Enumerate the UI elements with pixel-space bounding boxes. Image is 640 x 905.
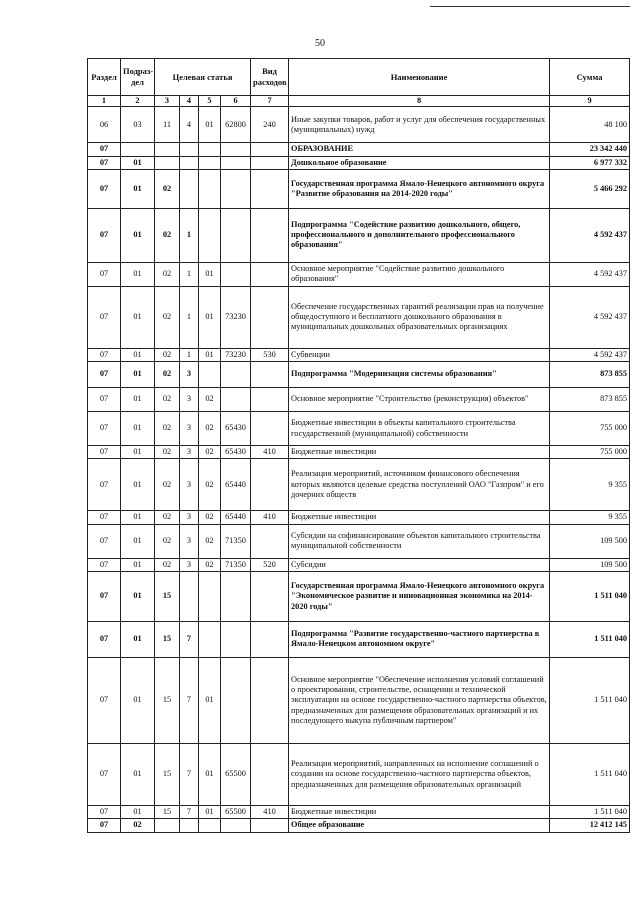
table-row — [88, 743, 630, 805]
subprogram-code-cell: 3 — [180, 511, 199, 524]
razdel-cell: 06 — [88, 107, 121, 143]
podrazdel-cell: 01 — [121, 558, 155, 571]
header-summa: Сумма — [550, 59, 630, 96]
sum-cell: 6 977 332 — [550, 156, 630, 169]
razdel-cell: 07 — [88, 388, 121, 412]
subprogram-code-cell: 1 — [180, 286, 199, 348]
expense-type-cell: 520 — [251, 558, 289, 571]
podrazdel-cell: 01 — [121, 571, 155, 621]
table-row — [88, 805, 630, 818]
expense-type-cell: 530 — [251, 348, 289, 361]
razdel-cell: 07 — [88, 819, 121, 832]
event-code-cell: 01 — [199, 743, 221, 805]
podrazdel-cell: 01 — [121, 524, 155, 558]
col-num: 6 — [221, 96, 251, 107]
subprogram-code-cell: 7 — [180, 805, 199, 818]
podrazdel-cell: 01 — [121, 362, 155, 388]
header-row — [88, 59, 630, 96]
sum-cell: 23 342 440 — [550, 143, 630, 156]
subprogram-code-cell: 3 — [180, 412, 199, 446]
expense-type-cell — [251, 388, 289, 412]
table-row — [88, 143, 630, 156]
podrazdel-cell: 01 — [121, 743, 155, 805]
direction-code-cell — [221, 208, 251, 262]
program-code-cell — [155, 819, 180, 832]
razdel-cell: 07 — [88, 558, 121, 571]
program-code-cell: 02 — [155, 388, 180, 412]
direction-code-cell: 65440 — [221, 511, 251, 524]
table-row — [88, 511, 630, 524]
name-cell: Основное мероприятие "Обеспечение исполнения условий соглашений о проектировании, строительстве, оснащении и технической эксплуатации на основе государственно-частного партнерства объектов, предназначенных для размещения образовательных организаций и их последующего выкупа публичным партнером" — [289, 657, 550, 743]
direction-code-cell: 65500 — [221, 743, 251, 805]
program-code-cell: 15 — [155, 621, 180, 657]
top-rule — [430, 6, 630, 7]
podrazdel-cell: 01 — [121, 805, 155, 818]
podrazdel-cell: 01 — [121, 348, 155, 361]
razdel-cell: 07 — [88, 348, 121, 361]
table-row — [88, 571, 630, 621]
event-code-cell: 01 — [199, 286, 221, 348]
event-code-cell: 01 — [199, 805, 221, 818]
event-code-cell: 02 — [199, 388, 221, 412]
table-row — [88, 348, 630, 361]
expense-type-cell — [251, 362, 289, 388]
expense-type-cell — [251, 571, 289, 621]
sum-cell: 1 511 040 — [550, 571, 630, 621]
program-code-cell: 02 — [155, 511, 180, 524]
table-row — [88, 412, 630, 446]
name-cell: Бюджетные инвестиции в объекты капитального строительства государственной (муниципальной) собственности — [289, 412, 550, 446]
direction-code-cell: 62800 — [221, 107, 251, 143]
expense-type-cell: 240 — [251, 107, 289, 143]
subprogram-code-cell: 1 — [180, 348, 199, 361]
event-code-cell: 02 — [199, 412, 221, 446]
subprogram-code-cell — [180, 143, 199, 156]
podrazdel-cell: 01 — [121, 286, 155, 348]
header-razdel: Раздел — [88, 59, 121, 96]
razdel-cell: 07 — [88, 511, 121, 524]
col-num: 9 — [550, 96, 630, 107]
col-num: 4 — [180, 96, 199, 107]
name-cell: Реализация мероприятий, источником финансового обеспечения которых являются целевые средства поступлений ОАО "Газпром" и его дочерних обществ — [289, 459, 550, 511]
table-row — [88, 169, 630, 208]
razdel-cell: 07 — [88, 156, 121, 169]
razdel-cell: 07 — [88, 262, 121, 286]
program-code-cell: 02 — [155, 262, 180, 286]
sum-cell: 1 511 040 — [550, 805, 630, 818]
table-row — [88, 657, 630, 743]
name-cell: ОБРАЗОВАНИЕ — [289, 143, 550, 156]
table-row — [88, 524, 630, 558]
name-cell: Общее образование — [289, 819, 550, 832]
name-cell: Бюджетные инвестиции — [289, 446, 550, 459]
program-code-cell: 11 — [155, 107, 180, 143]
podrazdel-cell: 01 — [121, 156, 155, 169]
podrazdel-cell: 01 — [121, 446, 155, 459]
col-num: 3 — [155, 96, 180, 107]
program-code-cell: 02 — [155, 208, 180, 262]
subprogram-code-cell: 3 — [180, 524, 199, 558]
sum-cell: 9 355 — [550, 459, 630, 511]
header-naimenovanie: Наименование — [289, 59, 550, 96]
sum-cell: 4 592 437 — [550, 208, 630, 262]
event-code-cell: 02 — [199, 524, 221, 558]
expense-type-cell — [251, 743, 289, 805]
table-row — [88, 362, 630, 388]
col-num: 5 — [199, 96, 221, 107]
event-code-cell — [199, 571, 221, 621]
subprogram-code-cell: 7 — [180, 621, 199, 657]
razdel-cell: 07 — [88, 524, 121, 558]
name-cell: Подпрограмма "Модернизация системы образования" — [289, 362, 550, 388]
expense-type-cell: 410 — [251, 805, 289, 818]
sum-cell: 1 511 040 — [550, 621, 630, 657]
column-number-row — [88, 96, 630, 107]
podrazdel-cell: 01 — [121, 169, 155, 208]
program-code-cell: 15 — [155, 571, 180, 621]
budget-table — [87, 58, 630, 833]
razdel-cell: 07 — [88, 657, 121, 743]
name-cell: Бюджетные инвестиции — [289, 805, 550, 818]
direction-code-cell — [221, 571, 251, 621]
direction-code-cell: 65440 — [221, 459, 251, 511]
table-row — [88, 388, 630, 412]
subprogram-code-cell: 3 — [180, 362, 199, 388]
direction-code-cell: 65430 — [221, 446, 251, 459]
name-cell: Обеспечение государственных гарантий реализации прав на получение общедоступного и бесплатного дошкольного образования в муниципальных дошкольных образовательных организациях — [289, 286, 550, 348]
table-row — [88, 558, 630, 571]
subprogram-code-cell: 3 — [180, 446, 199, 459]
expense-type-cell — [251, 156, 289, 169]
program-code-cell: 02 — [155, 524, 180, 558]
program-code-cell: 02 — [155, 286, 180, 348]
col-num: 1 — [88, 96, 121, 107]
direction-code-cell — [221, 388, 251, 412]
expense-type-cell — [251, 412, 289, 446]
sum-cell: 109 500 — [550, 524, 630, 558]
expense-type-cell — [251, 208, 289, 262]
name-cell: Государственная программа Ямало-Ненецкого автономного округа "Экономическое развитие и инновационная экономика на 2014-2020 годы" — [289, 571, 550, 621]
table-row — [88, 262, 630, 286]
subprogram-code-cell — [180, 819, 199, 832]
razdel-cell: 07 — [88, 743, 121, 805]
podrazdel-cell: 01 — [121, 511, 155, 524]
expense-type-cell — [251, 819, 289, 832]
program-code-cell — [155, 143, 180, 156]
event-code-cell — [199, 169, 221, 208]
table-row — [88, 446, 630, 459]
razdel-cell: 07 — [88, 286, 121, 348]
sum-cell: 4 592 437 — [550, 348, 630, 361]
razdel-cell: 07 — [88, 571, 121, 621]
program-code-cell: 02 — [155, 348, 180, 361]
direction-code-cell — [221, 169, 251, 208]
program-code-cell: 02 — [155, 412, 180, 446]
sum-cell: 873 855 — [550, 362, 630, 388]
sum-cell: 4 592 437 — [550, 286, 630, 348]
table-row — [88, 819, 630, 832]
sum-cell: 5 466 292 — [550, 169, 630, 208]
program-code-cell — [155, 156, 180, 169]
header-podrazdel: Подраз- дел — [121, 59, 155, 96]
name-cell: Бюджетные инвестиции — [289, 511, 550, 524]
expense-type-cell — [251, 169, 289, 208]
subprogram-code-cell — [180, 156, 199, 169]
name-cell: Субвенции — [289, 348, 550, 361]
header-tselevaya-statya: Целевая статья — [155, 59, 251, 96]
razdel-cell: 07 — [88, 143, 121, 156]
name-cell: Основное мероприятие "Содействие развитию дошкольного образования" — [289, 262, 550, 286]
program-code-cell: 02 — [155, 169, 180, 208]
direction-code-cell: 65430 — [221, 412, 251, 446]
event-code-cell: 02 — [199, 511, 221, 524]
direction-code-cell — [221, 143, 251, 156]
razdel-cell: 07 — [88, 412, 121, 446]
razdel-cell: 07 — [88, 621, 121, 657]
table-row — [88, 156, 630, 169]
podrazdel-cell: 03 — [121, 107, 155, 143]
event-code-cell: 02 — [199, 459, 221, 511]
expense-type-cell — [251, 657, 289, 743]
event-code-cell: 02 — [199, 446, 221, 459]
podrazdel-cell: 01 — [121, 388, 155, 412]
program-code-cell: 02 — [155, 459, 180, 511]
expense-type-cell: 410 — [251, 511, 289, 524]
event-code-cell: 01 — [199, 107, 221, 143]
event-code-cell: 01 — [199, 348, 221, 361]
direction-code-cell: 65500 — [221, 805, 251, 818]
sum-cell: 755 000 — [550, 446, 630, 459]
name-cell: Субсидии — [289, 558, 550, 571]
budget-rows — [88, 107, 630, 832]
sum-cell: 12 412 145 — [550, 819, 630, 832]
razdel-cell: 07 — [88, 459, 121, 511]
subprogram-code-cell: 3 — [180, 558, 199, 571]
header-vid-rashodov: Вид расходов — [251, 59, 289, 96]
subprogram-code-cell: 7 — [180, 657, 199, 743]
name-cell: Подпрограмма "Содействие развитию дошкольного, общего, профессионального и дополнительного профессионального образования" — [289, 208, 550, 262]
event-code-cell — [199, 819, 221, 832]
name-cell: Дошкольное образование — [289, 156, 550, 169]
program-code-cell: 02 — [155, 362, 180, 388]
program-code-cell: 02 — [155, 446, 180, 459]
subprogram-code-cell: 7 — [180, 743, 199, 805]
direction-code-cell — [221, 262, 251, 286]
subprogram-code-cell: 3 — [180, 388, 199, 412]
table-row — [88, 286, 630, 348]
event-code-cell — [199, 143, 221, 156]
program-code-cell: 02 — [155, 558, 180, 571]
sum-cell: 9 355 — [550, 511, 630, 524]
subprogram-code-cell — [180, 169, 199, 208]
subprogram-code-cell: 3 — [180, 459, 199, 511]
direction-code-cell — [221, 657, 251, 743]
direction-code-cell: 73230 — [221, 348, 251, 361]
direction-code-cell: 71350 — [221, 524, 251, 558]
podrazdel-cell: 01 — [121, 262, 155, 286]
table-row — [88, 621, 630, 657]
event-code-cell: 02 — [199, 558, 221, 571]
sum-cell: 1 511 040 — [550, 743, 630, 805]
direction-code-cell: 71350 — [221, 558, 251, 571]
expense-type-cell — [251, 286, 289, 348]
subprogram-code-cell: 4 — [180, 107, 199, 143]
sum-cell: 1 511 040 — [550, 657, 630, 743]
event-code-cell: 01 — [199, 262, 221, 286]
podrazdel-cell — [121, 143, 155, 156]
subprogram-code-cell — [180, 571, 199, 621]
razdel-cell: 07 — [88, 446, 121, 459]
expense-type-cell — [251, 621, 289, 657]
podrazdel-cell: 01 — [121, 459, 155, 511]
sum-cell: 48 100 — [550, 107, 630, 143]
name-cell: Иные закупки товаров, работ и услуг для обеспечения государственных (муниципальных) нужд — [289, 107, 550, 143]
col-num: 7 — [251, 96, 289, 107]
table-row — [88, 459, 630, 511]
razdel-cell: 07 — [88, 362, 121, 388]
event-code-cell — [199, 156, 221, 169]
expense-type-cell — [251, 459, 289, 511]
expense-type-cell — [251, 143, 289, 156]
direction-code-cell — [221, 156, 251, 169]
sum-cell: 109 500 — [550, 558, 630, 571]
page-number: 50 — [315, 38, 325, 49]
expense-type-cell: 410 — [251, 446, 289, 459]
table-row — [88, 208, 630, 262]
name-cell: Государственная программа Ямало-Ненецкого автономного округа "Развитие образования на 2014-2020 годы" — [289, 169, 550, 208]
direction-code-cell: 73230 — [221, 286, 251, 348]
podrazdel-cell: 01 — [121, 208, 155, 262]
expense-type-cell — [251, 262, 289, 286]
program-code-cell: 15 — [155, 743, 180, 805]
podrazdel-cell: 01 — [121, 657, 155, 743]
event-code-cell — [199, 208, 221, 262]
direction-code-cell — [221, 819, 251, 832]
name-cell: Подпрограмма "Развитие государственно-частного партнерства в Ямало-Ненецком автономном округе" — [289, 621, 550, 657]
name-cell: Реализация мероприятий, направленных на исполнение соглашений о создании на основе государственно-частного партнерства объектов, предназначенных для размещения образовательных организаций — [289, 743, 550, 805]
razdel-cell: 07 — [88, 169, 121, 208]
event-code-cell — [199, 362, 221, 388]
razdel-cell: 07 — [88, 208, 121, 262]
direction-code-cell — [221, 621, 251, 657]
subprogram-code-cell: 1 — [180, 262, 199, 286]
program-code-cell: 15 — [155, 805, 180, 818]
razdel-cell: 07 — [88, 805, 121, 818]
expense-type-cell — [251, 524, 289, 558]
table-row — [88, 107, 630, 143]
program-code-cell: 15 — [155, 657, 180, 743]
col-num: 8 — [289, 96, 550, 107]
sum-cell: 755 000 — [550, 412, 630, 446]
event-code-cell — [199, 621, 221, 657]
podrazdel-cell: 01 — [121, 412, 155, 446]
podrazdel-cell: 02 — [121, 819, 155, 832]
podrazdel-cell: 01 — [121, 621, 155, 657]
col-num: 2 — [121, 96, 155, 107]
sum-cell: 873 855 — [550, 388, 630, 412]
direction-code-cell — [221, 362, 251, 388]
event-code-cell: 01 — [199, 657, 221, 743]
name-cell: Основное мероприятие "Строительство (реконструкция) объектов" — [289, 388, 550, 412]
name-cell: Субсидии на софинансирование объектов капитального строительства муниципальной собственности — [289, 524, 550, 558]
subprogram-code-cell: 1 — [180, 208, 199, 262]
sum-cell: 4 592 437 — [550, 262, 630, 286]
